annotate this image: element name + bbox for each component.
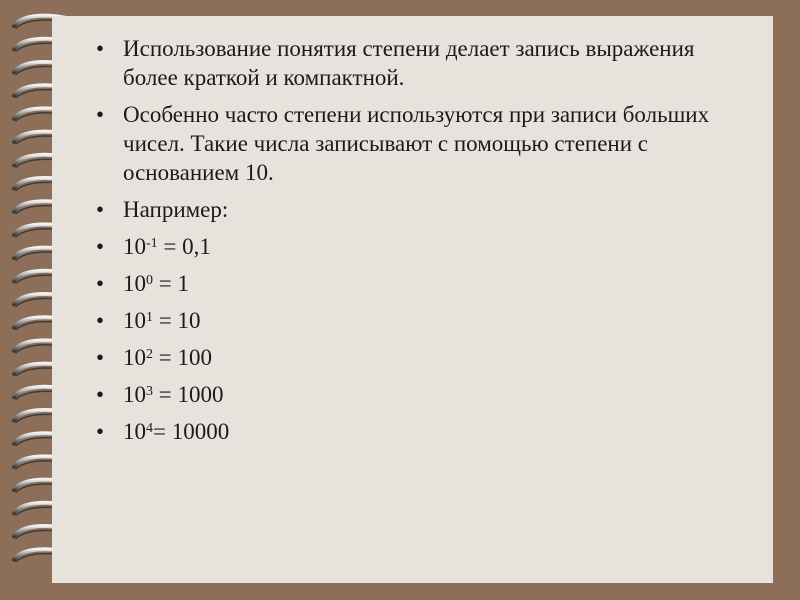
bullet-icon: • (96, 271, 105, 296)
example-exponent: 0 (146, 273, 153, 288)
paragraph-text: Особенно часто степени используются при записи больших чисел. Такие числа записывают с помощью степени с основанием 10. (123, 102, 710, 185)
example-exponent: 3 (146, 384, 153, 399)
bullet-icon: • (96, 419, 105, 444)
example-base: 10 (123, 382, 146, 407)
example-base: 10 (123, 234, 146, 259)
example-exponent: -1 (146, 236, 158, 251)
example-base: 10 (123, 271, 146, 296)
example-exponent: 1 (146, 310, 153, 325)
list-item (95, 269, 735, 298)
example-result: = 1000 (153, 382, 224, 407)
slide-content (95, 34, 735, 454)
example-base: 10 (123, 419, 146, 444)
example-base: 10 (123, 345, 146, 370)
example-result: = 10000 (153, 419, 230, 444)
list-item (95, 100, 735, 187)
example-base: 10 (123, 308, 146, 333)
example-result: = 0,1 (157, 234, 211, 259)
bullet-icon: • (96, 382, 105, 407)
paragraph-text: Например: (123, 197, 229, 222)
list-item (95, 232, 735, 261)
example-result: = 100 (153, 345, 212, 370)
list-item (95, 195, 735, 224)
example-exponent: 4 (146, 421, 153, 436)
example-exponent: 2 (146, 347, 153, 362)
example-result: = 10 (153, 308, 201, 333)
list-item (95, 34, 735, 92)
bullet-icon: • (96, 102, 105, 127)
list-item (95, 343, 735, 372)
bullet-icon: • (96, 234, 105, 259)
list-item (95, 417, 735, 446)
paragraph-text: Использование понятия степени делает запись выражения более краткой и компактной. (123, 36, 695, 90)
list-item (95, 306, 735, 335)
bullet-icon: • (96, 197, 105, 222)
bullet-list (95, 34, 735, 446)
bullet-icon: • (96, 36, 105, 61)
example-result: = 1 (153, 271, 189, 296)
bullet-icon: • (96, 345, 105, 370)
list-item (95, 380, 735, 409)
bullet-icon: • (96, 308, 105, 333)
